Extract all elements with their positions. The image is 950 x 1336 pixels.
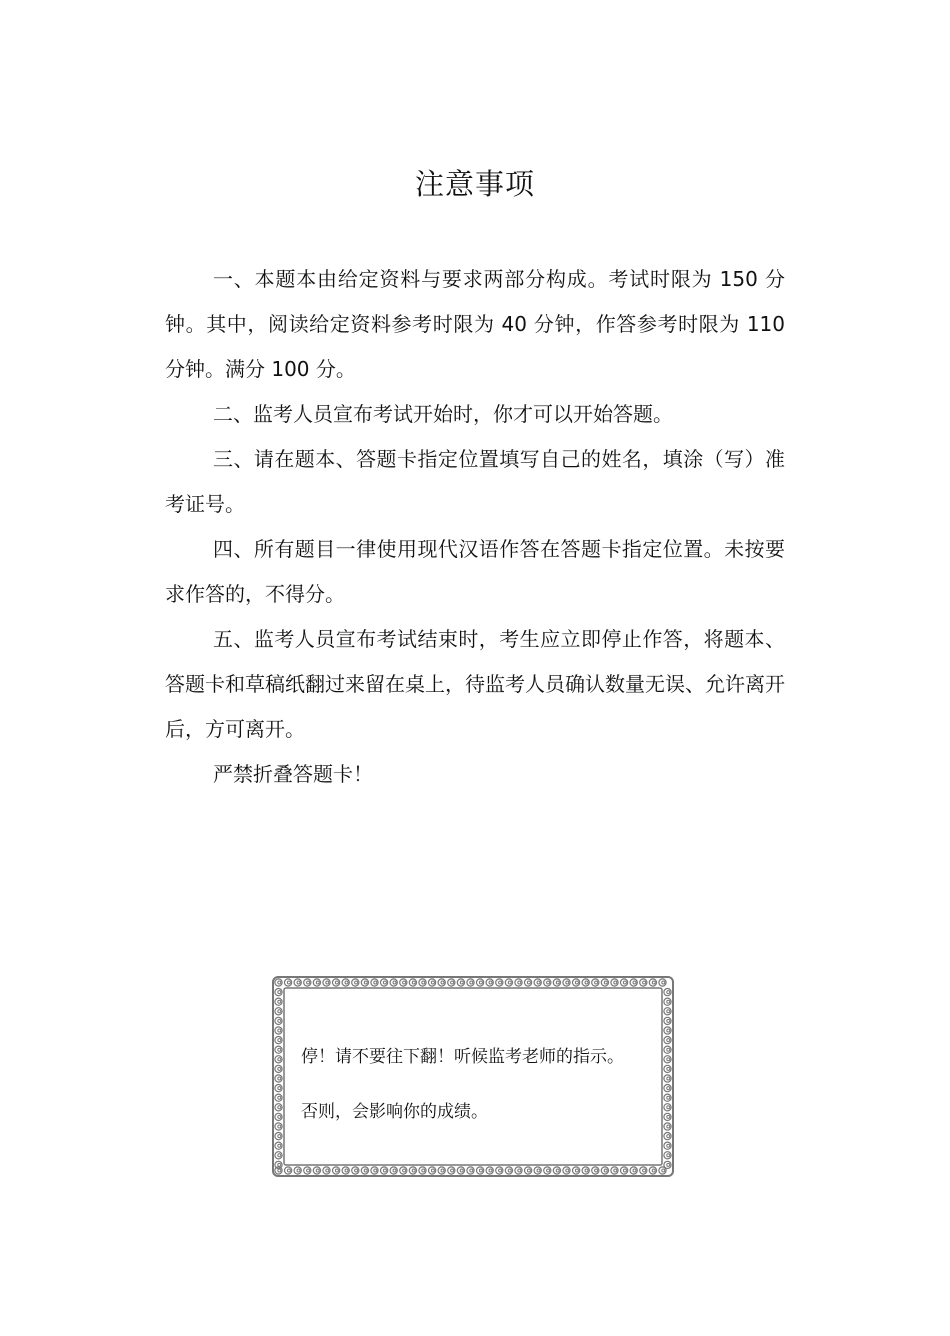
border-ornament <box>275 1152 282 1159</box>
border-ornament <box>275 1027 282 1034</box>
border-ornament <box>275 1008 282 1015</box>
border-ornament <box>664 989 671 996</box>
border-ornament <box>390 1167 397 1174</box>
border-ornament <box>371 979 378 986</box>
border-ornament <box>361 1167 368 1174</box>
border-ornament <box>390 979 397 986</box>
grade-warning-text: 否则，会影响你的成绩。 <box>301 1102 488 1122</box>
border-ornament <box>621 1167 628 1174</box>
instruction-item-4: 四、所有题目一律使用现代汉语作答在答题卡指定位置。未按要求作答的，不得分。 <box>165 537 785 606</box>
border-ornament <box>505 979 512 986</box>
border-ornament <box>664 1085 671 1092</box>
border-ornament <box>573 979 580 986</box>
border-ornament <box>630 1167 637 1174</box>
border-ornament <box>323 979 330 986</box>
border-ornament <box>304 979 311 986</box>
border-ornament <box>275 1075 282 1082</box>
border-ornament <box>409 1167 416 1174</box>
border-ornament <box>640 979 647 986</box>
border-ornament <box>275 1017 282 1024</box>
border-ornament <box>361 979 368 986</box>
border-ornament <box>294 979 301 986</box>
border-ornament <box>592 979 599 986</box>
border-ornament <box>477 1167 484 1174</box>
border-ornament <box>601 979 608 986</box>
border-ornament <box>429 1167 436 1174</box>
instructions-list <box>165 257 785 797</box>
border-ornament <box>275 1037 282 1044</box>
border-ornament <box>275 1133 282 1140</box>
border-ornament <box>649 979 656 986</box>
border-ornament <box>664 1123 671 1130</box>
border-ornament <box>582 979 589 986</box>
stop-notice-box <box>269 973 677 1180</box>
instruction-item-3: 三、请在题本、答题卡指定位置填写自己的姓名，填涂（写）准考证号。 <box>165 447 785 516</box>
border-ornament <box>419 979 426 986</box>
instruction-item-1: 一、本题本由给定资料与要求两部分构成。考试时限为 150 分钟。其中，阅读给定资料参考时限为 40 分钟，作答参考时限为 110 分钟。满分 100 分。 <box>165 267 785 381</box>
border-ornament <box>275 989 282 996</box>
border-ornament <box>400 979 407 986</box>
border-ornament <box>601 1167 608 1174</box>
border-ornament <box>505 1167 512 1174</box>
border-ornament <box>534 979 541 986</box>
border-ornament <box>275 1094 282 1101</box>
page-title: 注意事项 <box>414 167 535 201</box>
border-ornament <box>664 1017 671 1024</box>
border-ornament <box>640 1167 647 1174</box>
border-ornament <box>563 979 570 986</box>
border-ornament <box>664 1113 671 1120</box>
border-ornament <box>477 979 484 986</box>
border-ornament <box>664 1142 671 1149</box>
border-ornament <box>342 979 349 986</box>
border-ornament <box>611 979 618 986</box>
border-ornament <box>333 979 340 986</box>
border-ornament <box>467 979 474 986</box>
border-ornament <box>592 1167 599 1174</box>
border-ornament <box>285 979 292 986</box>
border-ornament <box>544 1167 551 1174</box>
border-ornament <box>275 1046 282 1053</box>
border-ornament <box>664 1094 671 1101</box>
stop-warning-text: 停！请不要往下翻！听候监考老师的指示。 <box>301 1047 624 1067</box>
border-ornament <box>448 979 455 986</box>
border-ornament <box>486 1167 493 1174</box>
border-ornament <box>664 1161 671 1168</box>
border-ornament <box>457 1167 464 1174</box>
border-ornament <box>438 1167 445 1174</box>
border-ornament <box>275 1085 282 1092</box>
border-ornament <box>419 1167 426 1174</box>
border-ornament <box>664 1133 671 1140</box>
border-ornament <box>275 1104 282 1111</box>
border-ornament <box>342 1167 349 1174</box>
border-ornament <box>525 979 532 986</box>
border-ornament <box>534 1167 541 1174</box>
border-ornament <box>275 1142 282 1149</box>
border-ornament <box>664 1008 671 1015</box>
border-ornament <box>352 979 359 986</box>
instruction-item-5: 五、监考人员宣布考试结束时，考生应立即停止作答，将题本、答题卡和草稿纸翻过来留在桌上，待监考人员确认数量无误、允许离开后，方可离开。 <box>165 627 785 741</box>
border-ornament <box>563 1167 570 1174</box>
border-ornament <box>582 1167 589 1174</box>
decorative-border <box>269 973 677 1180</box>
border-ornament <box>275 1123 282 1130</box>
border-ornament <box>448 1167 455 1174</box>
border-ornament <box>573 1167 580 1174</box>
border-ornament <box>294 1167 301 1174</box>
border-ornament <box>664 1104 671 1111</box>
border-ornament <box>664 1056 671 1063</box>
border-ornament <box>515 979 522 986</box>
border-ornament <box>664 1027 671 1034</box>
border-ornament <box>649 1167 656 1174</box>
border-ornament <box>664 998 671 1005</box>
border-ornament <box>621 979 628 986</box>
border-ornament <box>381 979 388 986</box>
border-ornament <box>285 1167 292 1174</box>
border-ornament <box>371 1167 378 1174</box>
border-ornament <box>313 1167 320 1174</box>
border-ornament <box>630 979 637 986</box>
border-ornament <box>400 1167 407 1174</box>
border-ornament <box>275 1056 282 1063</box>
border-ornament <box>525 1167 532 1174</box>
border-ornament <box>275 1113 282 1120</box>
border-ornament <box>664 1152 671 1159</box>
border-ornament <box>664 1075 671 1082</box>
border-ornament <box>664 1065 671 1072</box>
border-ornament <box>275 1065 282 1072</box>
border-ornament <box>409 979 416 986</box>
border-ornament <box>275 998 282 1005</box>
border-ornament <box>467 1167 474 1174</box>
border-ornament <box>304 1167 311 1174</box>
warning-no-folding: 严禁折叠答题卡！ <box>213 762 373 786</box>
border-ornament <box>352 1167 359 1174</box>
border-ornament <box>553 1167 560 1174</box>
border-ornament <box>496 1167 503 1174</box>
border-ornament <box>659 979 666 986</box>
instruction-item-2: 二、监考人员宣布考试开始时，你才可以开始答题。 <box>213 402 673 426</box>
border-ornament <box>313 979 320 986</box>
border-ornament <box>457 979 464 986</box>
border-ornament <box>515 1167 522 1174</box>
border-ornament <box>275 979 282 986</box>
border-ornament <box>429 979 436 986</box>
border-ornament <box>496 979 503 986</box>
border-ornament <box>323 1167 330 1174</box>
border-ornament <box>333 1167 340 1174</box>
border-ornament <box>664 1037 671 1044</box>
border-ornament <box>611 1167 618 1174</box>
border-ornament <box>544 979 551 986</box>
border-ornament <box>486 979 493 986</box>
border-ornament <box>553 979 560 986</box>
border-ornament <box>381 1167 388 1174</box>
border-ornament <box>664 1046 671 1053</box>
border-ornament <box>438 979 445 986</box>
